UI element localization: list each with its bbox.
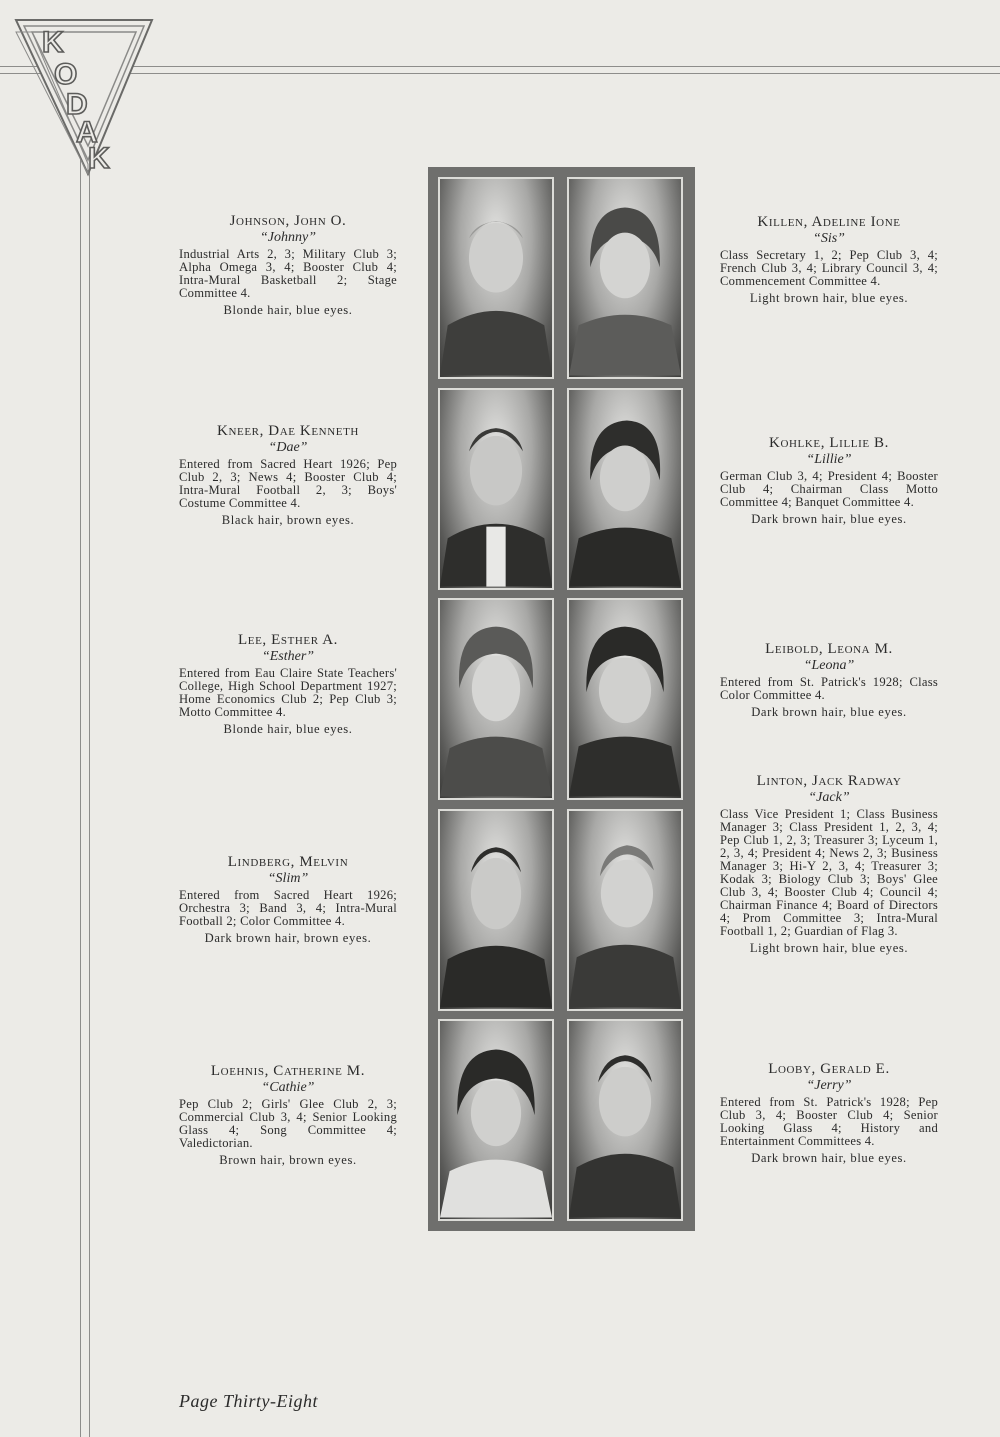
student-activities: Industrial Arts 2, 3; Military Club 3; Alpha Omega 3, 4; Booster Club 4; Intra-Mural Basketball 2; Stage Committee 4.	[179, 247, 397, 300]
student-name: Linton, Jack Radway	[756, 773, 902, 789]
portrait-killen	[567, 177, 683, 379]
student-activities: Entered from St. Patrick's 1928; Class Color Committee 4.	[720, 675, 938, 702]
student-name: Leibold, Leona M.	[765, 641, 893, 657]
student-nickname: “Lillie”	[806, 452, 852, 467]
portrait-kohlke	[567, 388, 683, 590]
entry-loehnis	[179, 1062, 397, 1167]
female-portrait-icon	[440, 600, 552, 798]
student-name: Lee, Esther A.	[237, 632, 338, 648]
student-nickname: “Slim”	[267, 871, 309, 886]
entry-looby	[720, 1060, 938, 1165]
student-name: Looby, Gerald E.	[768, 1061, 890, 1077]
student-activities: Class Vice President 1; Class Business Manager 3; Class President 1, 2, 3, 4; Pep Club 1, 2, 3; Treasurer 3; Lyceum 1, 2, 3, 4; President 4; News 2, 3; Business Manager 3; Hi-Y 2, 3, 4; Treasurer 3; Kodak 3; Biology Club 3; Boys' Glee Club 3, 4; Booster Club 4; Council 4; Chairman Finance 4; Board of Directors 4; Prom Committee 3; Intra-Mural Football 1, 2; Guardian of Flag 3.	[720, 807, 938, 938]
entry-killen	[720, 213, 938, 305]
female-portrait-icon	[569, 179, 681, 377]
kodak-logo	[14, 14, 164, 184]
portrait-johnson	[438, 177, 554, 379]
student-nickname: “Jack”	[808, 790, 850, 805]
left-rule	[80, 150, 81, 1437]
female-portrait-icon	[569, 390, 681, 588]
student-activities: Entered from Sacred Heart 1926; Pep Club 2, 3; News 4; Booster Club 4; Intra-Mural Football 2, 3; Boys' Costume Committee 4.	[179, 457, 397, 510]
portrait-looby	[567, 1019, 683, 1221]
student-nickname: “Jerry”	[806, 1078, 852, 1093]
student-activities: Entered from Sacred Heart 1926; Orchestra 3; Band 3, 4; Intra-Mural Football 2; Color Committee 4.	[179, 888, 397, 928]
logo-letter-a: A	[76, 116, 98, 149]
student-name: Kohlke, Lillie B.	[769, 435, 889, 451]
male-portrait-icon	[440, 811, 552, 1009]
student-description: Dark brown hair, blue eyes.	[751, 705, 907, 719]
portrait-kneer	[438, 388, 554, 590]
student-nickname: “Johnny”	[260, 230, 316, 245]
portrait-lindberg	[438, 809, 554, 1011]
student-activities: German Club 3, 4; President 4; Booster Club 4; Chairman Class Motto Committee 4; Banquet Committee 4.	[720, 469, 938, 509]
female-portrait-icon	[440, 1021, 552, 1219]
student-nickname: “Sis”	[813, 231, 845, 246]
student-name: Kneer, Dae Kenneth	[217, 423, 359, 439]
student-description: Dark brown hair, blue eyes.	[751, 512, 907, 526]
student-description: Light brown hair, blue eyes.	[749, 291, 909, 305]
portrait-panel	[428, 167, 695, 1231]
logo-letter-d: D	[66, 88, 88, 121]
logo-letter-k: K	[42, 26, 64, 59]
student-nickname: “Cathie”	[261, 1080, 315, 1095]
student-name: Killen, Adeline Ione	[757, 214, 901, 230]
female-portrait-icon	[569, 600, 681, 798]
student-description: Dark brown hair, brown eyes.	[204, 931, 372, 945]
logo-letter-o: O	[54, 58, 78, 91]
student-name: Lindberg, Melvin	[227, 854, 349, 870]
student-activities: Pep Club 2; Girls' Glee Club 2, 3; Commercial Club 3, 4; Senior Looking Glass 4; Song Committee 4; Valedictorian.	[179, 1097, 397, 1150]
portrait-lee	[438, 598, 554, 800]
portrait-linton	[567, 809, 683, 1011]
student-description: Brown hair, brown eyes.	[219, 1153, 357, 1167]
entry-kneer	[179, 422, 397, 527]
student-activities: Class Secretary 1, 2; Pep Club 3, 4; French Club 3, 4; Library Council 3, 4; Commencement Committee 4.	[720, 248, 938, 288]
entry-johnson	[179, 212, 397, 317]
entry-kohlke	[720, 434, 938, 526]
male-portrait-icon	[440, 179, 552, 377]
student-nickname: “Leona”	[803, 658, 855, 673]
left-rule-2	[89, 150, 90, 1437]
portrait-loehnis	[438, 1019, 554, 1221]
male-portrait-icon	[569, 1021, 681, 1219]
student-activities: Entered from Eau Claire State Teachers' College, High School Department 1927; Home Economics Club 2; Pep Club 3; Motto Committee 4.	[179, 666, 397, 719]
student-description: Blonde hair, blue eyes.	[223, 722, 353, 736]
student-description: Dark brown hair, blue eyes.	[751, 1151, 907, 1165]
male-portrait-icon	[569, 811, 681, 1009]
male-portrait-icon	[440, 390, 552, 588]
student-name: Loehnis, Catherine M.	[210, 1063, 366, 1079]
entry-lindberg	[179, 853, 397, 945]
student-activities: Entered from St. Patrick's 1928; Pep Club 3, 4; Booster Club 4; Senior Looking Glass 4; History and Entertainment Committees 4.	[720, 1095, 938, 1148]
student-nickname: “Esther”	[261, 649, 315, 664]
portrait-leibold	[567, 598, 683, 800]
student-description: Blonde hair, blue eyes.	[223, 303, 353, 317]
logo-letter-k2: K	[88, 142, 110, 175]
student-description: Black hair, brown eyes.	[221, 513, 355, 527]
entry-linton	[720, 772, 938, 955]
student-description: Light brown hair, blue eyes.	[749, 941, 909, 955]
entry-lee	[179, 631, 397, 736]
page-number: Page Thirty-Eight	[179, 1391, 318, 1411]
entry-leibold	[720, 640, 938, 719]
student-name: Johnson, John O.	[229, 213, 347, 229]
student-nickname: “Dae”	[268, 440, 308, 455]
